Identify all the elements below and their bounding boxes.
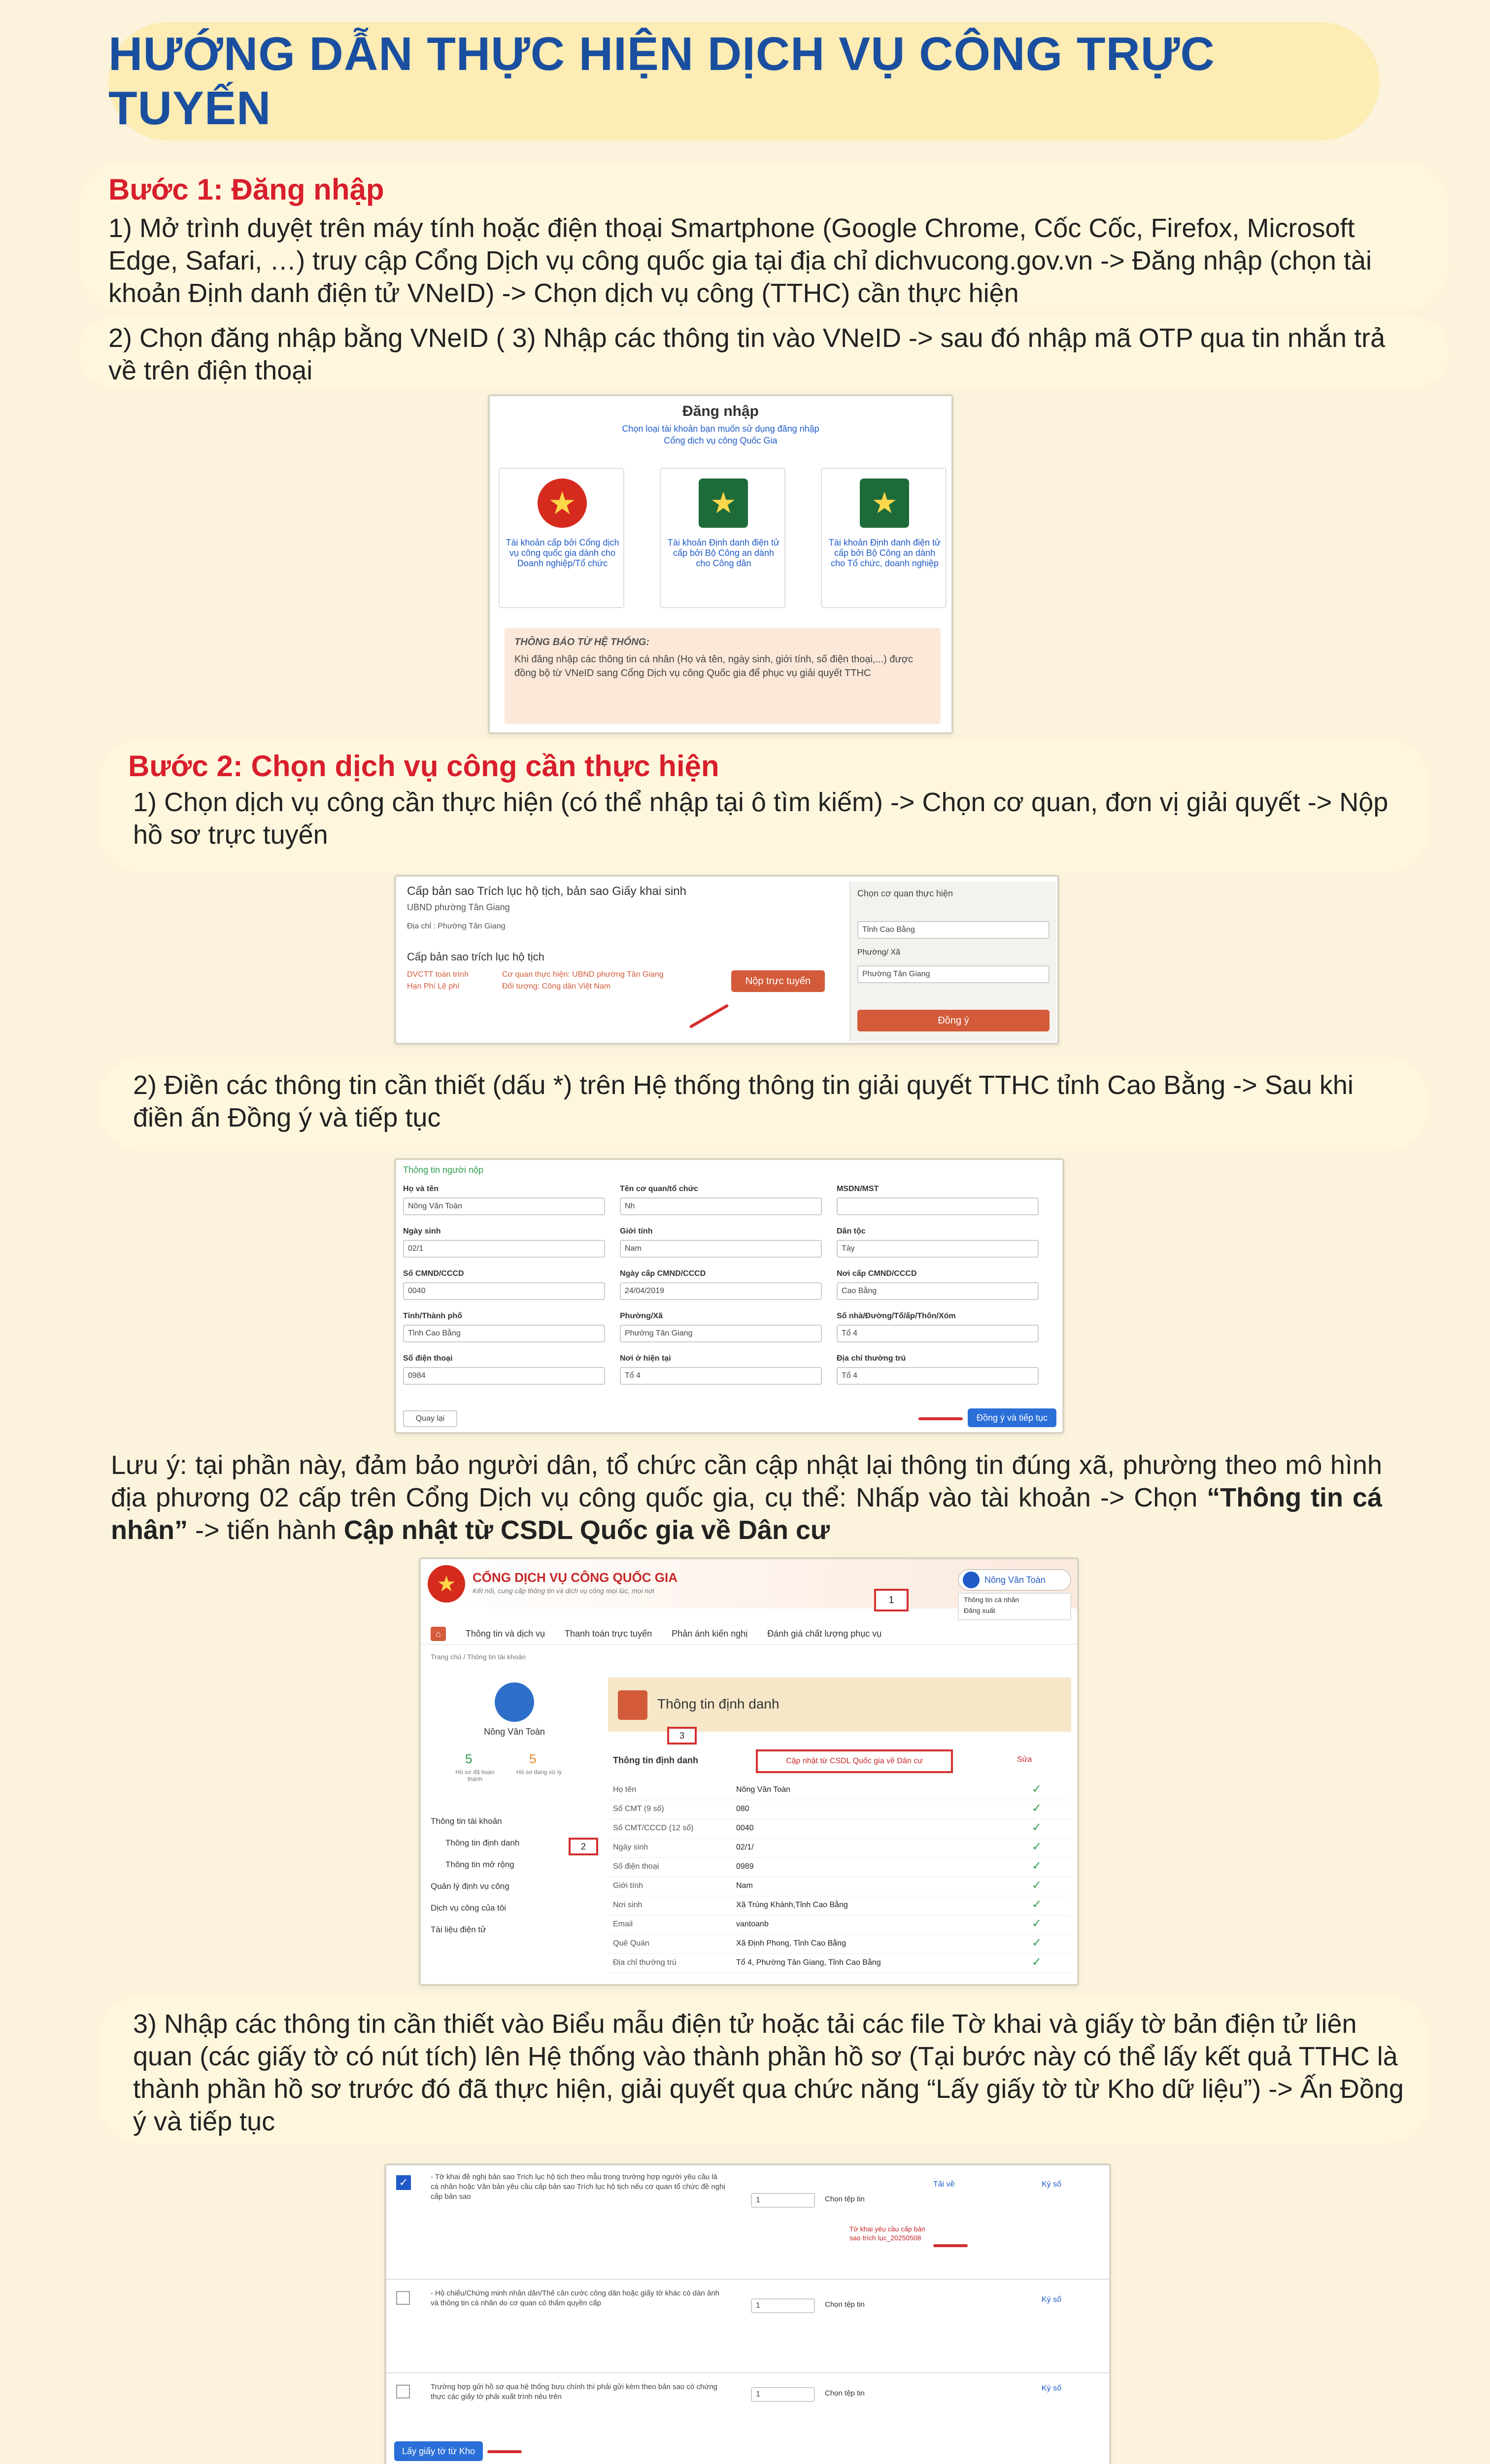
- nav-item[interactable]: Thanh toán trực tuyến: [564, 1628, 652, 1639]
- login-subtitle-2: Cổng dịch vụ công Quốc Gia: [664, 436, 778, 445]
- identity-rows: [608, 1781, 1071, 1973]
- form-field-input[interactable]: Tổ 4: [620, 1367, 822, 1385]
- checkbox-icon[interactable]: [396, 2291, 410, 2305]
- verified-check-icon: ✓: [1032, 1840, 1042, 1853]
- form-field-input[interactable]: Cao Bằng: [837, 1282, 1039, 1300]
- account-dropdown: [958, 1593, 1071, 1620]
- sidebar-item-manage[interactable]: Quản lý định vụ công: [431, 1882, 509, 1891]
- portal-logo-text: CỔNG DỊCH VỤ CÔNG QUỐC GIA: [473, 1570, 678, 1585]
- identity-row: [608, 1916, 1071, 1935]
- edit-link[interactable]: Sửa: [1017, 1755, 1032, 1764]
- notice-title: THÔNG BÁO TỪ HỆ THỐNG:: [514, 637, 649, 648]
- service-place: Địa chỉ : Phường Tân Giang: [407, 922, 506, 930]
- login-notice: [505, 628, 941, 724]
- marker-1: 1: [874, 1589, 909, 1611]
- form-field-label: Số điện thoại: [403, 1354, 453, 1363]
- stat-processing-label: Hồ sơ đang xử lý: [516, 1769, 562, 1776]
- identity-key: Số CMT/CCCD (12 số): [613, 1824, 694, 1832]
- identity-value: 080: [736, 1805, 749, 1813]
- agency-panel-title: Chọn cơ quan thực hiện: [857, 889, 953, 898]
- dropdown-personal-info[interactable]: Thông tin cá nhân: [964, 1596, 1019, 1604]
- stat-completed-label: Hồ sơ đã hoàn thành: [455, 1769, 495, 1782]
- portal-screenshot: [419, 1557, 1079, 1986]
- step2-note: [111, 1449, 1382, 1546]
- avatar-icon: [963, 1572, 980, 1588]
- row-divider: [386, 2279, 1109, 2280]
- form-field-input[interactable]: Nh: [620, 1198, 822, 1215]
- form-field-label: Nơi ở hiện tại: [620, 1354, 671, 1363]
- folder-icon: [618, 1690, 647, 1720]
- form-field-input[interactable]: Phường Tân Giang: [620, 1325, 822, 1342]
- sidebar-item-documents[interactable]: Tài liệu điện tử: [431, 1925, 486, 1934]
- choose-file[interactable]: Chọn tệp tin: [825, 2195, 865, 2203]
- nav-item[interactable]: Phản ánh kiến nghị: [672, 1628, 748, 1639]
- agree-button[interactable]: Đồng ý: [857, 1010, 1050, 1031]
- form-field-label: Họ và tên: [403, 1185, 439, 1193]
- doc-row-3: Trường hợp gửi hồ sơ qua hệ thống bưu chính thì phải gửi kèm theo bản sao có chứng thực các giấy tờ phải xuất trình nêu trên: [431, 2383, 718, 2401]
- checkbox-icon[interactable]: [396, 2385, 410, 2398]
- step1-text1: 1) Mở trình duyệt trên máy tính hoặc điện thoại Smartphone (Google Chrome, Cốc Cốc, Firefox, Microsoft Edge, Safari, …) truy cập Cổng Dịch vụ công quốc gia tại địa chỉ dichvucong.gov.vn -> Đăng nhập (chọn tài khoản Định danh điện tử VNeID) -> Chọn dịch vụ công (TTHC) cần thực hiện: [108, 213, 1372, 308]
- verified-check-icon: ✓: [1032, 1917, 1042, 1930]
- form-field-label: Số nhà/Đường/Tổ/ấp/Thôn/Xóm: [837, 1312, 956, 1320]
- identity-key: Email: [613, 1920, 633, 1928]
- form-field-input[interactable]: 0040: [403, 1282, 605, 1300]
- identity-key: Số CMT (9 số): [613, 1805, 664, 1813]
- form-field-label: Số CMND/CCCD: [403, 1269, 464, 1278]
- doc-row-1: - Tờ khai đề nghị bản sao Trích lục hộ tịch theo mẫu trong trường hợp người yêu cầu là cá nhân hoặc Văn bản yêu cầu cấp bản sao Trích lục hộ tịch nếu cơ quan tổ chức đề nghị cấp bản sao: [431, 2173, 725, 2201]
- banner-title: Thông tin định danh: [657, 1696, 779, 1711]
- identity-row: [608, 1954, 1071, 1973]
- form-field-input[interactable]: Tỉnh Cao Bằng: [403, 1325, 605, 1342]
- sidebar-item-my-services[interactable]: Dịch vụ công của tôi: [431, 1903, 507, 1913]
- doc-qty[interactable]: 1: [751, 2193, 815, 2208]
- identity-key: Địa chỉ thường trú: [613, 1958, 677, 1967]
- identity-value: Tổ 4, Phường Tân Giang, Tỉnh Cao Bằng: [736, 1958, 881, 1967]
- pointer-arrow: [689, 1004, 729, 1028]
- service-mode: DVCTT toàn trình: [407, 970, 469, 979]
- get-from-storage-button[interactable]: Lấy giấy tờ từ Kho: [394, 2441, 483, 2461]
- verified-check-icon: ✓: [1032, 1859, 1042, 1873]
- step1-panel-2: [79, 318, 1449, 387]
- verified-check-icon: ✓: [1032, 1955, 1042, 1969]
- form-field-input[interactable]: Nông Văn Toàn: [403, 1198, 605, 1215]
- back-button[interactable]: Quay lại: [403, 1410, 457, 1427]
- form-field-input[interactable]: Nam: [620, 1240, 822, 1258]
- portal-header: [421, 1559, 1077, 1614]
- sidebar-item-extended[interactable]: Thông tin mở rộng: [445, 1860, 514, 1869]
- identity-banner: [608, 1677, 1071, 1732]
- verified-check-icon: ✓: [1032, 1821, 1042, 1834]
- verified-check-icon: ✓: [1032, 1898, 1042, 1911]
- agree-continue-button[interactable]: Đồng ý và tiếp tục: [968, 1408, 1056, 1427]
- service-title: Cấp bản sao Trích lục hộ tịch, bản sao Giấy khai sinh: [407, 885, 686, 898]
- form-field-input[interactable]: Tổ 4: [837, 1367, 1039, 1385]
- form-field-input[interactable]: 0984: [403, 1367, 605, 1385]
- sign-link[interactable]: Ký số: [1042, 2180, 1062, 2189]
- identity-row: [608, 1800, 1071, 1819]
- login-subtitle: Chọn loại tài khoản bạn muốn sử dụng đăng nhập: [622, 424, 819, 434]
- ward-select[interactable]: Phường Tân Giang: [857, 965, 1050, 983]
- agency-panel: [849, 882, 1056, 1042]
- update-from-csdl-button[interactable]: Cập nhật từ CSDL Quốc gia về Dân cư: [756, 1749, 953, 1773]
- breadcrumb: Trang chủ / Thông tin tài khoản: [431, 1653, 526, 1661]
- identity-table: [608, 1746, 1071, 1983]
- form-field-input[interactable]: 02/1: [403, 1240, 605, 1258]
- step1-text2: 2) Chọn đăng nhập bằng VNeID ( 3) Nhập các thông tin vào VNeID -> sau đó nhập mã OTP qua tin nhắn trả về trên điện thoại: [108, 323, 1386, 385]
- step2-text2: 2) Điền các thông tin cần thiết (dấu *) trên Hệ thống thông tin giải quyết TTHC tỉnh Cao Bằng -> Sau khi điền ấn Đồng ý và tiếp tục: [133, 1070, 1354, 1132]
- pointer-arrow: [933, 2244, 968, 2247]
- choose-file[interactable]: Chọn tệp tin: [825, 2389, 865, 2397]
- applicant-form-screenshot: [394, 1158, 1064, 1434]
- ward-radio[interactable]: Phường/ Xã: [857, 948, 901, 957]
- user-name: Nông Văn Toàn: [984, 1574, 1046, 1585]
- nav-item[interactable]: Thông tin và dịch vụ: [465, 1628, 545, 1639]
- identity-row: [608, 1877, 1071, 1896]
- step2-text3: 3) Nhập các thông tin cần thiết vào Biểu mẫu điện tử hoặc tải các file Tờ khai và giấy tờ bản điện tử liên quan (các giấy tờ có nút tích) lên Hệ thống vào thành phần hồ sơ (Tại bước này có thể lấy kết quả TTHC là thành phần hồ sơ trước đó đã thực hiện, giải quyết qua chức năng “Lấy giấy tờ từ Kho dữ liệu”) -> Ấn Đồng ý và tiếp tục: [133, 2009, 1404, 2136]
- identity-row: [608, 1896, 1071, 1916]
- notice-text: Khi đăng nhập các thông tin cá nhân (Họ và tên, ngày sinh, giới tính, số điện thoại,...) được đồng bộ từ VNeID sang Cổng Dịch vụ công Quốc gia để phục vụ giải quyết TTHC: [514, 654, 914, 679]
- form-field-input[interactable]: [837, 1198, 1039, 1215]
- verified-check-icon: ✓: [1032, 1802, 1042, 1815]
- checkbox-checked-icon[interactable]: ✓: [396, 2175, 411, 2190]
- login-title: Đăng nhập: [682, 403, 759, 419]
- service-agency: UBND phường Tân Giang: [407, 902, 510, 912]
- stat-processing: 5: [529, 1751, 537, 1766]
- service-fee: Hạn Phí Lệ phí: [407, 982, 460, 991]
- login-card-label: Tài khoản cấp bởi Cổng dịch vụ công quốc gia dành cho Doanh nghiệp/Tổ chức: [506, 538, 619, 568]
- step2-panel-2: [99, 1057, 1429, 1151]
- identity-value: Xã Trùng Khánh,Tỉnh Cao Bằng: [736, 1901, 848, 1909]
- sign-link[interactable]: Ký số: [1042, 2295, 1062, 2304]
- login-card-organization[interactable]: [499, 468, 624, 608]
- doc-qty[interactable]: 1: [751, 2387, 815, 2402]
- form-field-label: Nơi cấp CMND/CCCD: [837, 1269, 917, 1278]
- sidebar-menu: [431, 1811, 519, 1941]
- login-card-label: Tài khoản Định danh điện tử cấp bởi Bộ Công an dành cho Công dân: [667, 538, 780, 568]
- identity-row: [608, 1935, 1071, 1954]
- identity-row: [608, 1819, 1071, 1839]
- verified-check-icon: ✓: [1032, 1879, 1042, 1892]
- identity-key: Họ tên: [613, 1785, 637, 1794]
- step2-text1: 1) Chọn dịch vụ công cần thực hiện (có thể nhập tại ô tìm kiếm) -> Chọn cơ quan, đơn vị giải quyết -> Nộp hồ sơ trực tuyến: [133, 787, 1388, 850]
- nav-item[interactable]: Đánh giá chất lượng phục vụ: [767, 1628, 882, 1639]
- province-select[interactable]: Tỉnh Cao Bằng: [857, 921, 1050, 939]
- identity-value: Nông Văn Toàn: [736, 1785, 791, 1794]
- sign-link[interactable]: Ký số: [1042, 2384, 1062, 2393]
- doc-row-2: - Hộ chiếu/Chứng minh nhân dân/Thẻ căn cước công dân hoặc giấy tờ khác có dán ảnh và thông tin cá nhân do cơ quan có thẩm quyền cấp: [431, 2289, 719, 2307]
- identity-key: Quê Quán: [613, 1939, 649, 1948]
- identity-key: Ngày sinh: [613, 1843, 648, 1851]
- login-card-vneid-citizen[interactable]: [660, 468, 785, 608]
- step2-panel-3: [99, 1996, 1429, 2144]
- pointer-arrow: [487, 2450, 522, 2453]
- identity-value: Nam: [736, 1882, 753, 1890]
- login-screenshot: [488, 394, 953, 734]
- form-field-label: MSDN/MST: [837, 1185, 879, 1193]
- identity-row: [608, 1781, 1071, 1800]
- sidebar-item-account[interactable]: Thông tin tài khoản: [431, 1816, 502, 1826]
- note-text: Lưu ý: tại phần này, đảm bảo người dân, tổ chức cần cập nhật lại thông tin đúng xã, phường theo mô hình địa phương 02 cấp trên Cổng Dịch vụ công quốc gia, cụ thể: Nhấp vào tài khoản -> Chọn: [111, 1450, 1382, 1512]
- identity-key: Giới tính: [613, 1882, 643, 1890]
- identity-value: 0989: [736, 1862, 754, 1871]
- police-badge-icon: ★: [699, 479, 748, 528]
- page-title: HƯỚNG DẪN THỰC HIỆN DỊCH VỤ CÔNG TRỰC TUYẾN: [108, 22, 1380, 140]
- applicant-form-fields: [403, 1185, 1058, 1397]
- marker-3: 3: [667, 1727, 697, 1745]
- marker-2: 2: [569, 1838, 598, 1855]
- portal-sidebar: [431, 1677, 598, 1983]
- identity-key: Nơi sinh: [613, 1901, 643, 1909]
- note-mid: -> tiến hành: [188, 1515, 344, 1545]
- identity-tab[interactable]: Thông tin định danh: [613, 1755, 698, 1765]
- form-field-label: Tên cơ quan/tổ chức: [620, 1185, 698, 1193]
- step2-heading: Bước 2: Chọn dịch vụ công cần thực hiện: [128, 750, 719, 783]
- login-card-vneid-organization[interactable]: [821, 468, 947, 608]
- doc-qty[interactable]: 1: [751, 2298, 815, 2313]
- submit-online-button[interactable]: Nộp trực tuyến: [731, 970, 825, 992]
- row-divider: [386, 2372, 1109, 2373]
- dropdown-logout[interactable]: Đăng xuất: [964, 1607, 995, 1614]
- user-avatar-icon: [495, 1682, 534, 1722]
- download-link[interactable]: Tải về: [933, 2180, 955, 2189]
- form-field-label: Giới tính: [620, 1227, 653, 1235]
- form-field-label: Tỉnh/Thành phố: [403, 1312, 462, 1320]
- portal-slogan: Kết nối, cung cấp thông tin và dịch vụ công mọi lúc, mọi nơi: [473, 1587, 654, 1595]
- note-personal-info: “Thông tin cá nhân”: [111, 1483, 1382, 1545]
- form-field-label: Địa chỉ thường trú: [837, 1354, 906, 1363]
- identity-row: [608, 1839, 1071, 1858]
- identity-row: [608, 1858, 1071, 1877]
- identity-value: Xã Định Phong, Tỉnh Cao Bằng: [736, 1939, 846, 1948]
- documents-screenshot: [384, 2163, 1111, 2464]
- note-update-csdl: Cập nhật từ CSDL Quốc gia về Dân cư: [343, 1515, 830, 1545]
- form-field-input[interactable]: 24/04/2019: [620, 1282, 822, 1300]
- form-section-title: Thông tin người nộp: [403, 1165, 483, 1175]
- service-authority: Cơ quan thực hiện: UBND phường Tân Giang: [502, 970, 664, 979]
- form-field-label: Ngày cấp CMND/CCCD: [620, 1269, 706, 1278]
- form-field-label: Dân tộc: [837, 1227, 866, 1235]
- verified-check-icon: ✓: [1032, 1782, 1042, 1796]
- identity-value: 02/1/: [736, 1843, 754, 1851]
- stat-completed: 5: [465, 1751, 473, 1766]
- login-card-label: Tài khoản Định danh điện tử cấp bởi Bộ Công an dành cho Tổ chức, doanh nghiệp: [828, 538, 941, 568]
- service-sub: Cấp bản sao trích lục hộ tịch: [407, 951, 544, 963]
- service-target: Đối tượng: Công dân Việt Nam: [502, 982, 611, 991]
- uploaded-file[interactable]: Tờ khai yêu cầu cấp bản sao trích lục_20250508: [849, 2225, 925, 2242]
- home-icon[interactable]: ⌂: [431, 1627, 446, 1641]
- step1-heading: Bước 1: Đăng nhập: [108, 173, 384, 206]
- identity-value: 0040: [736, 1824, 754, 1832]
- sidebar-user-name: Nông Văn Toàn: [484, 1727, 545, 1737]
- choose-file[interactable]: Chọn tệp tin: [825, 2300, 865, 2309]
- form-field-label: Ngày sinh: [403, 1227, 441, 1235]
- service-screenshot: [394, 875, 1059, 1045]
- sidebar-item-identity[interactable]: Thông tin định danh: [445, 1838, 520, 1848]
- form-field-label: Phường/Xã: [620, 1312, 663, 1320]
- form-field-input[interactable]: Tày: [837, 1240, 1039, 1258]
- form-field-input[interactable]: Tổ 4: [837, 1325, 1039, 1342]
- identity-key: Số điện thoại: [613, 1862, 659, 1871]
- step2-panel: [99, 739, 1429, 872]
- national-emblem-icon: ★: [538, 479, 587, 528]
- portal-logo-icon: ★: [428, 1565, 465, 1603]
- verified-check-icon: ✓: [1032, 1936, 1042, 1950]
- step1-panel: [79, 163, 1449, 310]
- identity-value: vantoanb: [736, 1920, 769, 1928]
- pointer-arrow: [918, 1417, 963, 1420]
- police-badge-icon: ★: [860, 479, 909, 528]
- portal-nav: [421, 1623, 1077, 1645]
